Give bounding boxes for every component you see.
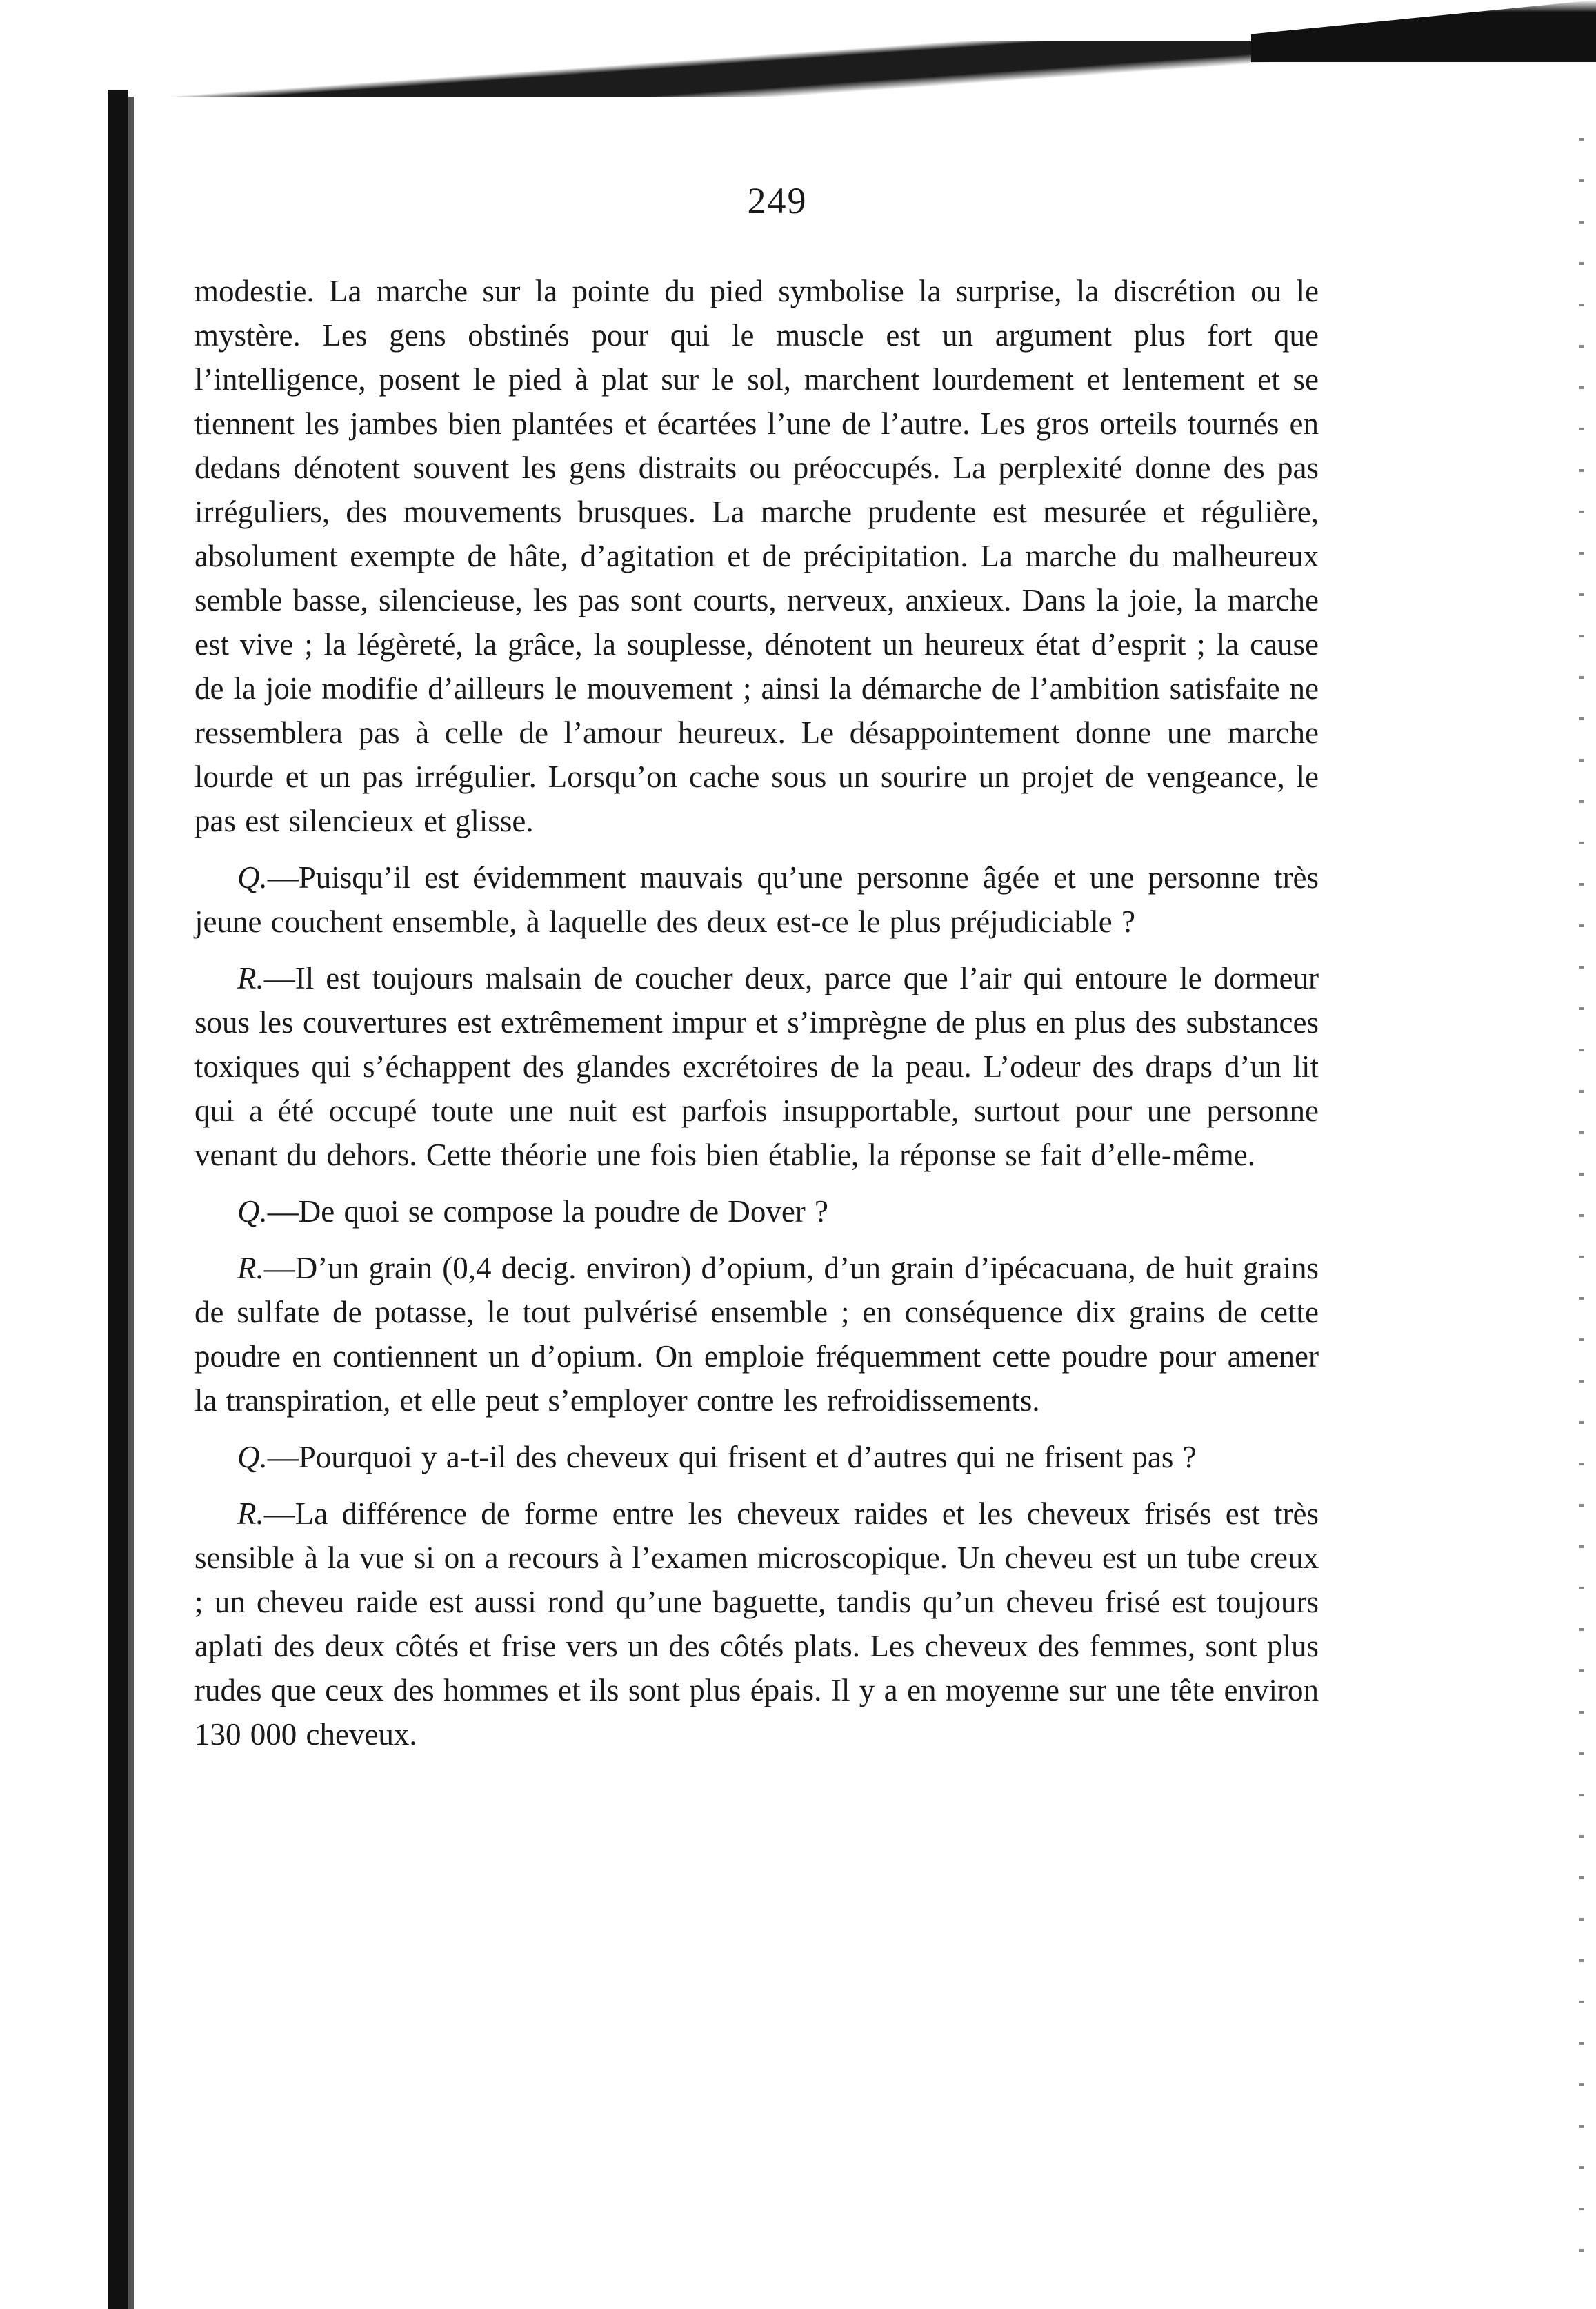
question-label: Q.: [237, 1194, 268, 1229]
paragraph-text: modestie. La marche sur la pointe du pied symbolise la surprise, la discrétion ou le mystère. Les gens obstinés pour qui le muscle est un argument plus fort que l’intelligence, posent le pied à plat sur le sol, marchent lourdement et lentement et se tiennent les jambes bien plantées et écartées l’une de l’autre. Les gros orteils tournés en dedans dénotent souvent les gens distraits ou préoccupés. La perplexité donne des pas irréguliers, des mouvements brusques. La marche prudente est mesurée et régulière, absolument exempte de hâte, d’agitation et de précipitation. La marche du malheureux semble basse, silencieuse, les pas sont courts, nerveux, anxieux. Dans la joie, la marche est vive ; la légèreté, la grâce, la souplesse, dénotent un heureux état d’esprit ; la cause de la joie modifie d’ailleurs le mouvement ; ainsi la démarche de l’ambition satisfaite ne ressemblera pas à celle de l’amour heureux. Le désappointement donne une marche lourde et un pas irrégulier. Lorsqu’on cache sous un sourire un projet de vengeance, le pas est silencieux et glisse.: [194, 274, 1319, 838]
answer-label: R.: [237, 1251, 264, 1285]
question-label: Q.: [237, 860, 268, 895]
answer-curly-hair: [194, 1492, 1319, 1756]
question-bed-sharing: [194, 855, 1319, 944]
question-label: Q.: [237, 1440, 268, 1474]
question-text: —Puisqu’il est évidemment mauvais qu’une personne âgée et une personne très jeune couchent ensemble, à laquelle des deux est-ce le plus préjudiciable ?: [194, 860, 1319, 939]
question-text: —Pourquoi y a-t-il des cheveux qui frisent et d’autres qui ne frisent pas ?: [267, 1440, 1197, 1474]
answer-text: —D’un grain (0,4 decig. environ) d’opium, d’un grain d’ipécacuana, de huit grains de sulfate de potasse, le tout pulvérisé ensemble ; en conséquence dix grains de cette poudre en contiennent un d’opium. On emploie fréquemment cette poudre pour amener la transpiration, et elle peut s’employer contre les refroidissements.: [194, 1251, 1319, 1418]
answer-bed-sharing: [194, 956, 1319, 1177]
paragraph-gait: [194, 269, 1319, 843]
question-dover-powder: [194, 1189, 1319, 1233]
answer-label: R.: [237, 961, 264, 995]
answer-text: —Il est toujours malsain de coucher deux, parce que l’air qui entoure le dormeur sous les couvertures est extrêmement impur et s’imprègne de plus en plus des substances toxiques qui s’échappent des glandes excrétoires de la peau. L’odeur des draps d’un lit qui a été occupé toute une nuit est parfois insupportable, surtout pour une personne venant du dehors. Cette théorie une fois bien établie, la réponse se fait d’elle-même.: [194, 961, 1319, 1172]
document-page: [194, 166, 1319, 1756]
scan-binding-shadow: [128, 97, 134, 2309]
answer-label: R.: [237, 1496, 264, 1531]
page-number: 249: [747, 180, 808, 221]
scan-top-right-shadow: [1251, 0, 1596, 62]
answer-dover-powder: [194, 1246, 1319, 1423]
question-curly-hair: [194, 1435, 1319, 1479]
question-text: —De quoi se compose la poudre de Dover ?: [267, 1194, 829, 1229]
scan-binding-edge: [108, 90, 128, 2309]
scan-right-edge-specks: [1579, 138, 1584, 2277]
answer-text: —La différence de forme entre les cheveux raides et les cheveux frisés est très sensible à la vue si on a recours à l’examen microscopique. Un cheveu est un tube creux ; un cheveu raide est aussi rond qu’une baguette, tandis qu’un cheveu frisé est toujours aplati des deux côtés et frise vers un des côtés plats. Les cheveux des femmes, sont plus rudes que ceux des hommes et ils sont plus épais. Il y a en moyenne sur une tête environ 130 000 cheveux.: [194, 1496, 1319, 1752]
